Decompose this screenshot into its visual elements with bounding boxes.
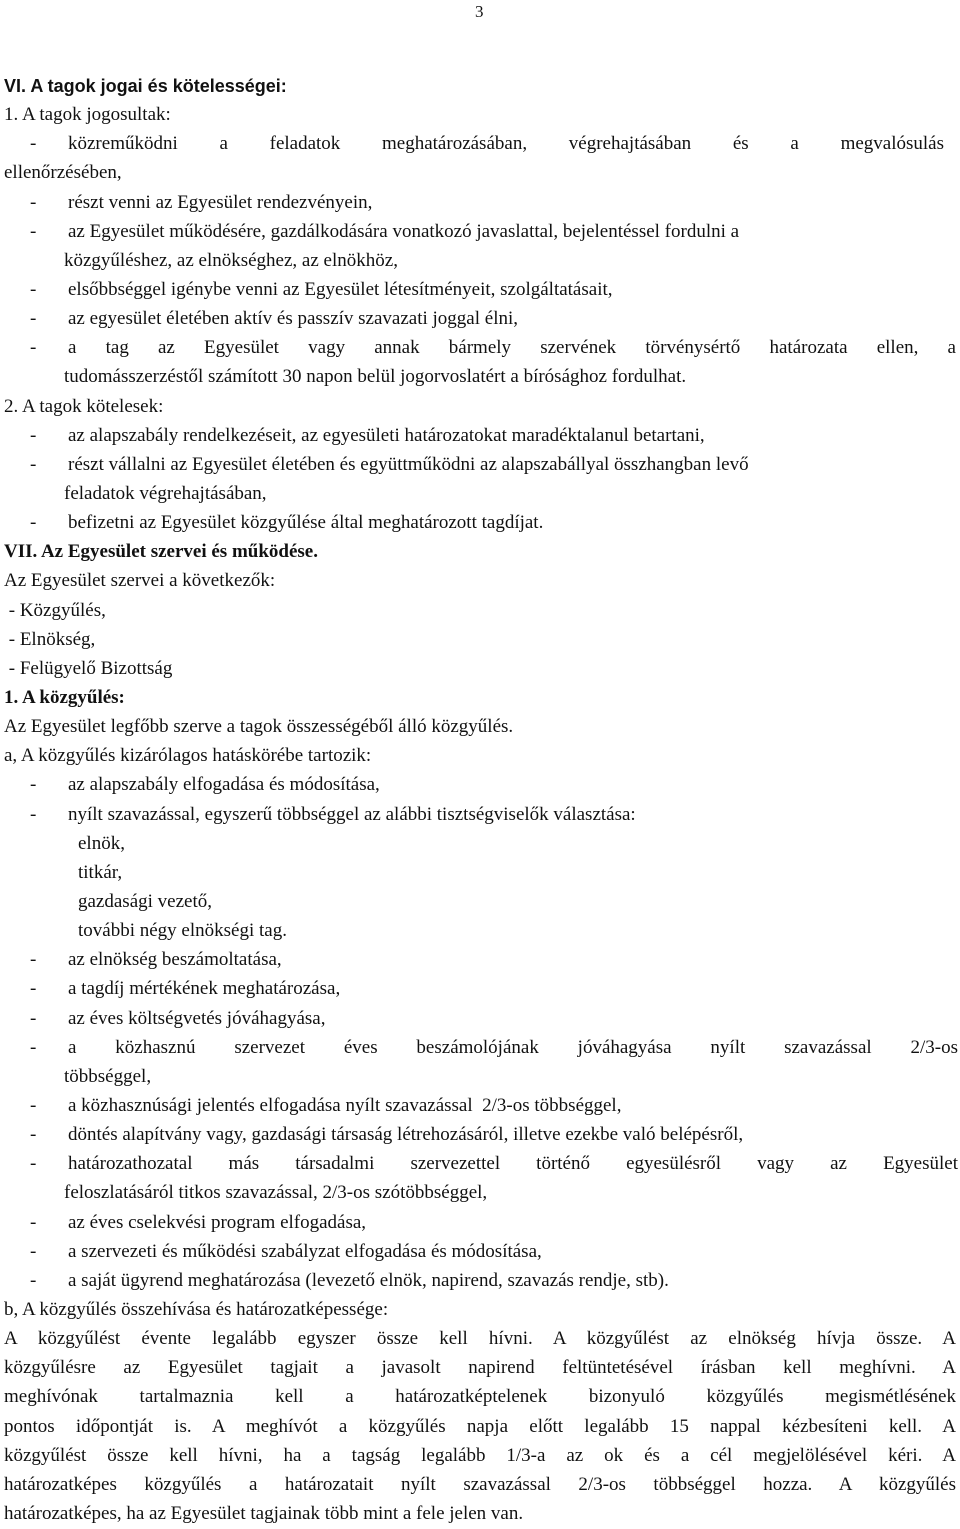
list-item-text: az egyesület életében aktív és passzív szavazati joggal élni, — [68, 308, 519, 329]
list-dash: - — [30, 1270, 37, 1291]
list-dash: - — [30, 949, 37, 970]
paragraph-line: határozatképes, ha az Egyesület tagjainak több mint a fele jelen van. — [4, 1503, 524, 1524]
list-item-text: nyílt szavazással, egyszerű többséggel az alábbi tisztségviselők választása: — [68, 804, 636, 825]
paragraph-heading: b, A közgyűlés összehívása és határozatképessége: — [4, 1299, 389, 1320]
list-item-text: az éves cselekvési program elfogadása, — [68, 1212, 367, 1233]
subsection-heading-duties: 2. A tagok kötelesek: — [4, 396, 164, 417]
list-item-text: az éves költségvetés jóváhagyása, — [68, 1008, 326, 1029]
list-item-text: határozathozatal más társadalmi szervezettel történő egyesülésről vagy az Egyesület — [68, 1153, 958, 1174]
list-item-text: részt venni az Egyesület rendezvényein, — [68, 192, 373, 213]
list-item-text: a saját ügyrend meghatározása (levezető elnök, napirend, szavazás rendje, stb). — [68, 1270, 669, 1291]
office-item: további négy elnökségi tag. — [78, 920, 287, 941]
list-dash: - — [30, 337, 37, 358]
paragraph-line: a, A közgyűlés kizárólagos hatáskörébe tartozik: — [4, 745, 372, 766]
list-item-text: elsőbbséggel igénybe venni az Egyesület létesítményeit, szolgáltatásait, — [68, 279, 613, 300]
office-item: gazdasági vezető, — [78, 891, 212, 912]
paragraph-line: közgyűlésre az Egyesület tagjait a javasolt napirend feltüntetésével írásban kell meghívni. A — [4, 1357, 956, 1378]
list-item-continuation: feloszlatásáról titkos szavazással, 2/3-os szótöbbséggel, — [64, 1182, 488, 1203]
organ-item: - Közgyűlés, — [4, 600, 106, 621]
list-dash: - — [30, 133, 37, 154]
list-dash: - — [30, 978, 37, 999]
list-item-text: az elnökség beszámoltatása, — [68, 949, 282, 970]
paragraph-line: közgyűlést össze kell hívni, ha a tagság legalább 1/3-a az ok és a cél megjelölésével kéri. A — [4, 1445, 956, 1466]
paragraph-line: határozatképes közgyűlés a határozatait nyílt szavazással 2/3-os többséggel hozza. A közgyűlés — [4, 1474, 956, 1495]
page-number: 3 — [475, 2, 484, 21]
list-item-text: a tagdíj mértékének meghatározása, — [68, 978, 341, 999]
list-dash: - — [30, 192, 37, 213]
office-item: titkár, — [78, 862, 123, 883]
paragraph-line: pontos időpontját is. A meghívót a közgyűlés napja előtt legalább 15 nappal kézbesíteni kell. A — [4, 1416, 956, 1437]
list-item-text: részt vállalni az Egyesület életében és együttműködni az alapszabállyal összhangban levő — [68, 454, 749, 475]
list-dash: - — [30, 1037, 37, 1058]
list-item-text: az alapszabály rendelkezéseit, az egyesületi határozatokat maradéktalanul betartani, — [68, 425, 705, 446]
list-dash: - — [30, 279, 37, 300]
list-dash: - — [30, 1124, 37, 1145]
list-item-continuation: feladatok végrehajtásában, — [64, 483, 267, 504]
list-item-continuation: ellenőrzésében, — [4, 162, 122, 183]
list-dash: - — [30, 221, 37, 242]
organ-item: - Felügyelő Bizottság — [4, 658, 173, 679]
subsection-heading-rights: 1. A tagok jogosultak: — [4, 104, 171, 125]
list-item-text: a közhasznú szervezet éves beszámolójának jóváhagyása nyílt szavazással 2/3-os — [68, 1037, 958, 1058]
list-dash: - — [30, 1008, 37, 1029]
list-dash: - — [30, 425, 37, 446]
list-item-text: a közhasznúsági jelentés elfogadása nyílt szavazással 2/3-os többséggel, — [68, 1095, 622, 1116]
section-heading-vi: VI. A tagok jogai és kötelességei: — [4, 76, 287, 96]
office-item: elnök, — [78, 833, 125, 854]
list-item-text: közreműködni a feladatok meghatározásában, végrehajtásában és a megvalósulás — [68, 133, 944, 154]
paragraph-line: meghívónak tartalmaznia kell a határozatképtelenek bizonyuló közgyűlés megismétlésének — [4, 1386, 956, 1407]
list-dash: - — [30, 1212, 37, 1233]
list-dash: - — [30, 774, 37, 795]
list-item-text: az Egyesület működésére, gazdálkodására vonatkozó javaslattal, bejelentéssel fordulni a — [68, 221, 740, 242]
list-item-continuation: tudomásszerzéstől számított 30 napon belül jogorvoslatért a bírósághoz fordulhat. — [64, 366, 687, 387]
list-item-continuation: többséggel, — [64, 1066, 152, 1087]
list-dash: - — [30, 1153, 37, 1174]
section-heading-vii: VII. Az Egyesület szervei és működése. — [4, 541, 318, 562]
list-dash: - — [30, 1241, 37, 1262]
paragraph-line: Az Egyesület legfőbb szerve a tagok összességéből álló közgyűlés. — [4, 716, 514, 737]
list-item-text: döntés alapítvány vagy, gazdasági társaság létrehozásáról, illetve ezekbe való belépésről, — [68, 1124, 744, 1145]
subsection-heading-assembly: 1. A közgyűlés: — [4, 687, 125, 708]
paragraph-line: A közgyűlést évente legalább egyszer össze kell hívni. A közgyűlést az elnökség hívja össze. A — [4, 1328, 956, 1349]
list-dash: - — [30, 454, 37, 475]
list-item-text: a tag az Egyesület vagy annak bármely szervének törvénysértő határozata ellen, a — [68, 337, 956, 358]
list-item-text: befizetni az Egyesület közgyűlése által meghatározott tagdíjat. — [68, 512, 544, 533]
list-dash: - — [30, 308, 37, 329]
list-item-text: az alapszabály elfogadása és módosítása, — [68, 774, 380, 795]
list-dash: - — [30, 512, 37, 533]
paragraph-line: Az Egyesület szervei a következők: — [4, 570, 276, 591]
list-dash: - — [30, 804, 37, 825]
list-item-continuation: közgyűléshez, az elnökséghez, az elnökhöz, — [64, 250, 398, 271]
organ-item: - Elnökség, — [4, 629, 96, 650]
list-item-text: a szervezeti és működési szabályzat elfogadása és módosítása, — [68, 1241, 542, 1262]
list-dash: - — [30, 1095, 37, 1116]
